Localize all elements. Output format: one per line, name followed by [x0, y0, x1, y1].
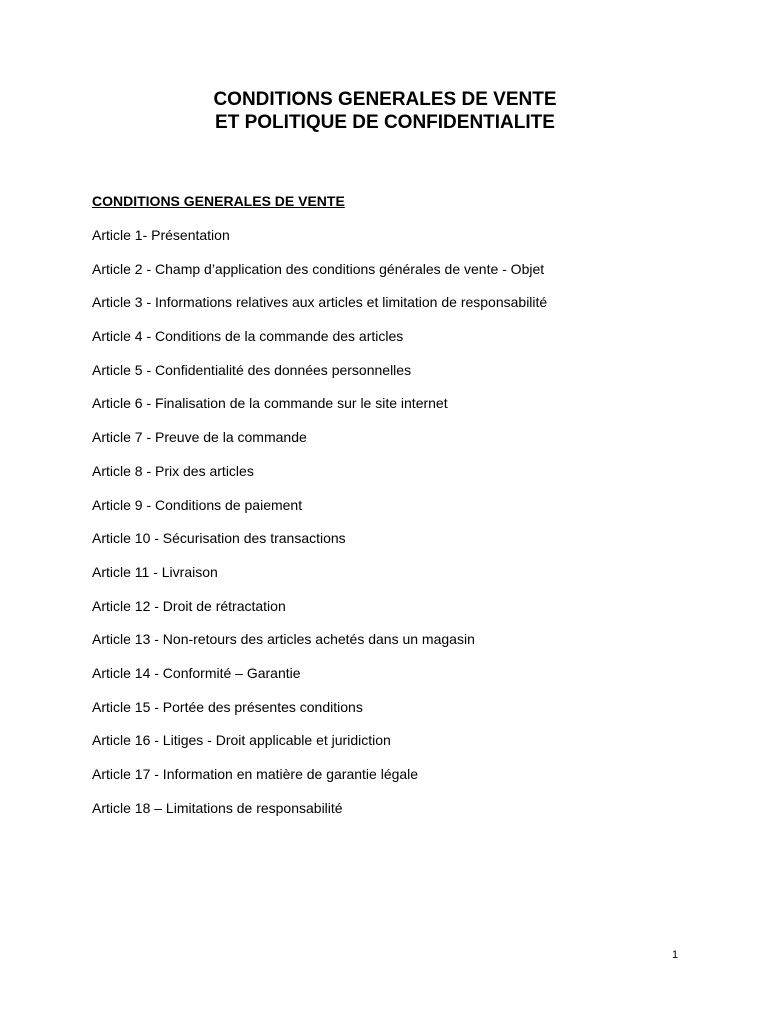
article-item: Article 4 - Conditions de la commande des articles — [92, 328, 404, 345]
article-item: Article 16 - Litiges - Droit applicable et juridiction — [92, 732, 391, 749]
article-item: Article 15 - Portée des présentes conditions — [92, 698, 363, 715]
article-item: Article 12 - Droit de rétractation — [92, 597, 286, 614]
article-item: Article 7 - Preuve de la commande — [92, 429, 307, 446]
document-title-line-1: CONDITIONS GENERALES DE VENTE — [213, 89, 557, 110]
article-item: Article 18 – Limitations de responsabilité — [92, 799, 343, 816]
article-item: Article 13 - Non-retours des articles achetés dans un magasin — [92, 631, 475, 648]
section-heading: CONDITIONS GENERALES DE VENTE — [92, 193, 345, 209]
article-item: Article 9 - Conditions de paiement — [92, 496, 303, 513]
article-item: Article 14 - Conformité – Garantie — [92, 664, 301, 681]
article-item: Article 17 - Information en matière de garantie légale — [92, 766, 419, 782]
article-list — [92, 226, 547, 832]
article-item: Article 10 - Sécurisation des transactions — [92, 530, 346, 547]
article-item: Article 5 - Confidentialité des données personnelles — [92, 361, 412, 378]
article-item: Article 11 - Livraison — [92, 563, 218, 580]
article-item: Article 6 - Finalisation de la commande sur le site internet — [92, 395, 448, 412]
article-item: Article 1- Présentation — [92, 227, 230, 243]
document-title — [0, 88, 770, 134]
article-item: Article 8 - Prix des articles — [92, 462, 254, 479]
article-item: Article 3 - Informations relatives aux articles et limitation de responsabilité — [92, 294, 548, 311]
document-title-line-2: ET POLITIQUE DE CONFIDENTIALITE — [215, 112, 555, 133]
article-item: Article 2 - Champ d’application des conditions générales de vente - Objet — [92, 260, 545, 277]
page-number: 1 — [672, 949, 679, 961]
